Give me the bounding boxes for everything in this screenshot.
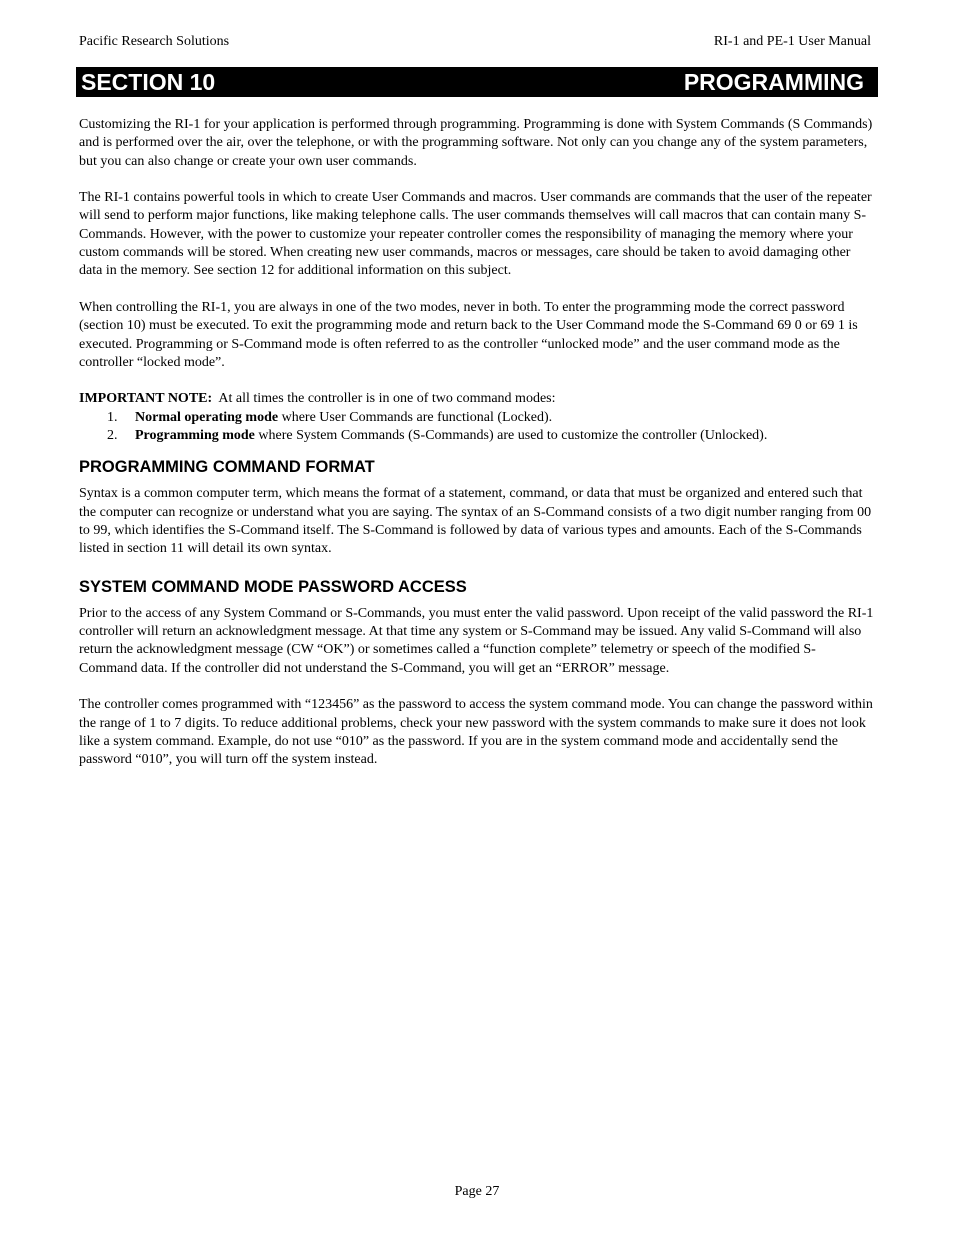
section-title-bar	[76, 67, 878, 97]
document-body	[79, 116, 874, 788]
list-item-number: 1.	[107, 409, 118, 425]
password-heading: SYSTEM COMMAND MODE PASSWORD ACCESS	[79, 577, 467, 596]
list-item-text: where User Commands are functional (Locked).	[278, 409, 553, 425]
list-item-text: where System Commands (S-Commands) are used to customize the controller (Unlocked).	[254, 428, 768, 444]
header-company: Pacific Research Solutions	[79, 34, 230, 49]
intro-paragraph: Customizing the RI-1 for your application is performed through programming. Programming is done with System Commands (S Commands) and is performed over the air, over the telephone, or with the programming software. Not only can you change any of the system parameters, but you can also change or create your own user commands.	[79, 117, 873, 169]
format-heading: PROGRAMMING COMMAND FORMAT	[79, 458, 375, 477]
password-paragraph-1: Prior to the access of any System Command or S-Commands, you must enter the valid password. Upon receipt of the valid password the RI-1 controller will return an acknowledgment message. At that time any system or S-Command may be issued. Any valid S-Command will also return the acknowledgment message (CW “OK”) or sometimes called a “function complete” telemetry or speech of the modified S-Command data. If the controller did not understand the S-Command, you will get an “ERROR” message.	[79, 605, 874, 676]
list-item-number: 2.	[107, 428, 118, 444]
important-note-text: At all times the controller is in one of two command modes:	[212, 391, 556, 407]
section-title: PROGRAMMING	[683, 69, 864, 95]
important-note-label: IMPORTANT NOTE:	[79, 391, 213, 407]
page-number: Page 27	[454, 1184, 500, 1199]
list-item-bold: Normal operating mode	[135, 409, 279, 425]
important-note	[79, 390, 874, 408]
password-paragraph-2: The controller comes programmed with “123456” as the password to access the system command mode. You can change the password within the range of 1 to 7 digits. To reduce additional problems, check your new password with the system commands to make sure it does not look like a system command. Example, do not use “010” as the password. If you are in the system command mode and accidentally send the password “010”, you will turn off the system instead.	[79, 697, 873, 768]
list-item	[79, 409, 874, 427]
header-manual-title: RI-1 and PE-1 User Manual	[713, 34, 871, 49]
user-commands-paragraph: The RI-1 contains powerful tools in which to create User Commands and macros. User commands are commands that the user of the repeater will send to perform major functions, like making telephone calls. The user commands themselves will call macros that can contain many S-Commands. However, with the power to customize your repeater controller comes the responsibility of managing the memory where your custom commands will be stored. When creating new user commands, macros or messages, care should be taken to avoid damaging other data in the memory. See section 12 for additional information on this subject.	[79, 190, 872, 279]
mode-list	[79, 409, 874, 446]
modes-paragraph: When controlling the RI-1, you are always in one of the two modes, never in both. To enter the programming mode the correct password (section 10) must be executed. To exit the programming mode and return back to the User Command mode the S-Command 69 0 or 69 1 is executed. Programming or S-Command mode is often referred to as the controller “unlocked mode” and the user command mode as the controller “locked mode”.	[79, 299, 858, 370]
list-item	[79, 427, 874, 445]
section-number: SECTION 10	[81, 69, 216, 95]
format-paragraph: Syntax is a common computer term, which means the format of a statement, command, or data that must be organized and entered such that the computer can recognize or understand what you are saying. The syntax of an S-Command consists of a two digit number ranging from 00 to 99, which identifies the S-Command itself. The S-Command is followed by data of various types and amounts. Each of the S-Commands listed in section 11 will detail its own syntax.	[79, 486, 872, 557]
list-item-bold: Programming mode	[135, 428, 255, 444]
